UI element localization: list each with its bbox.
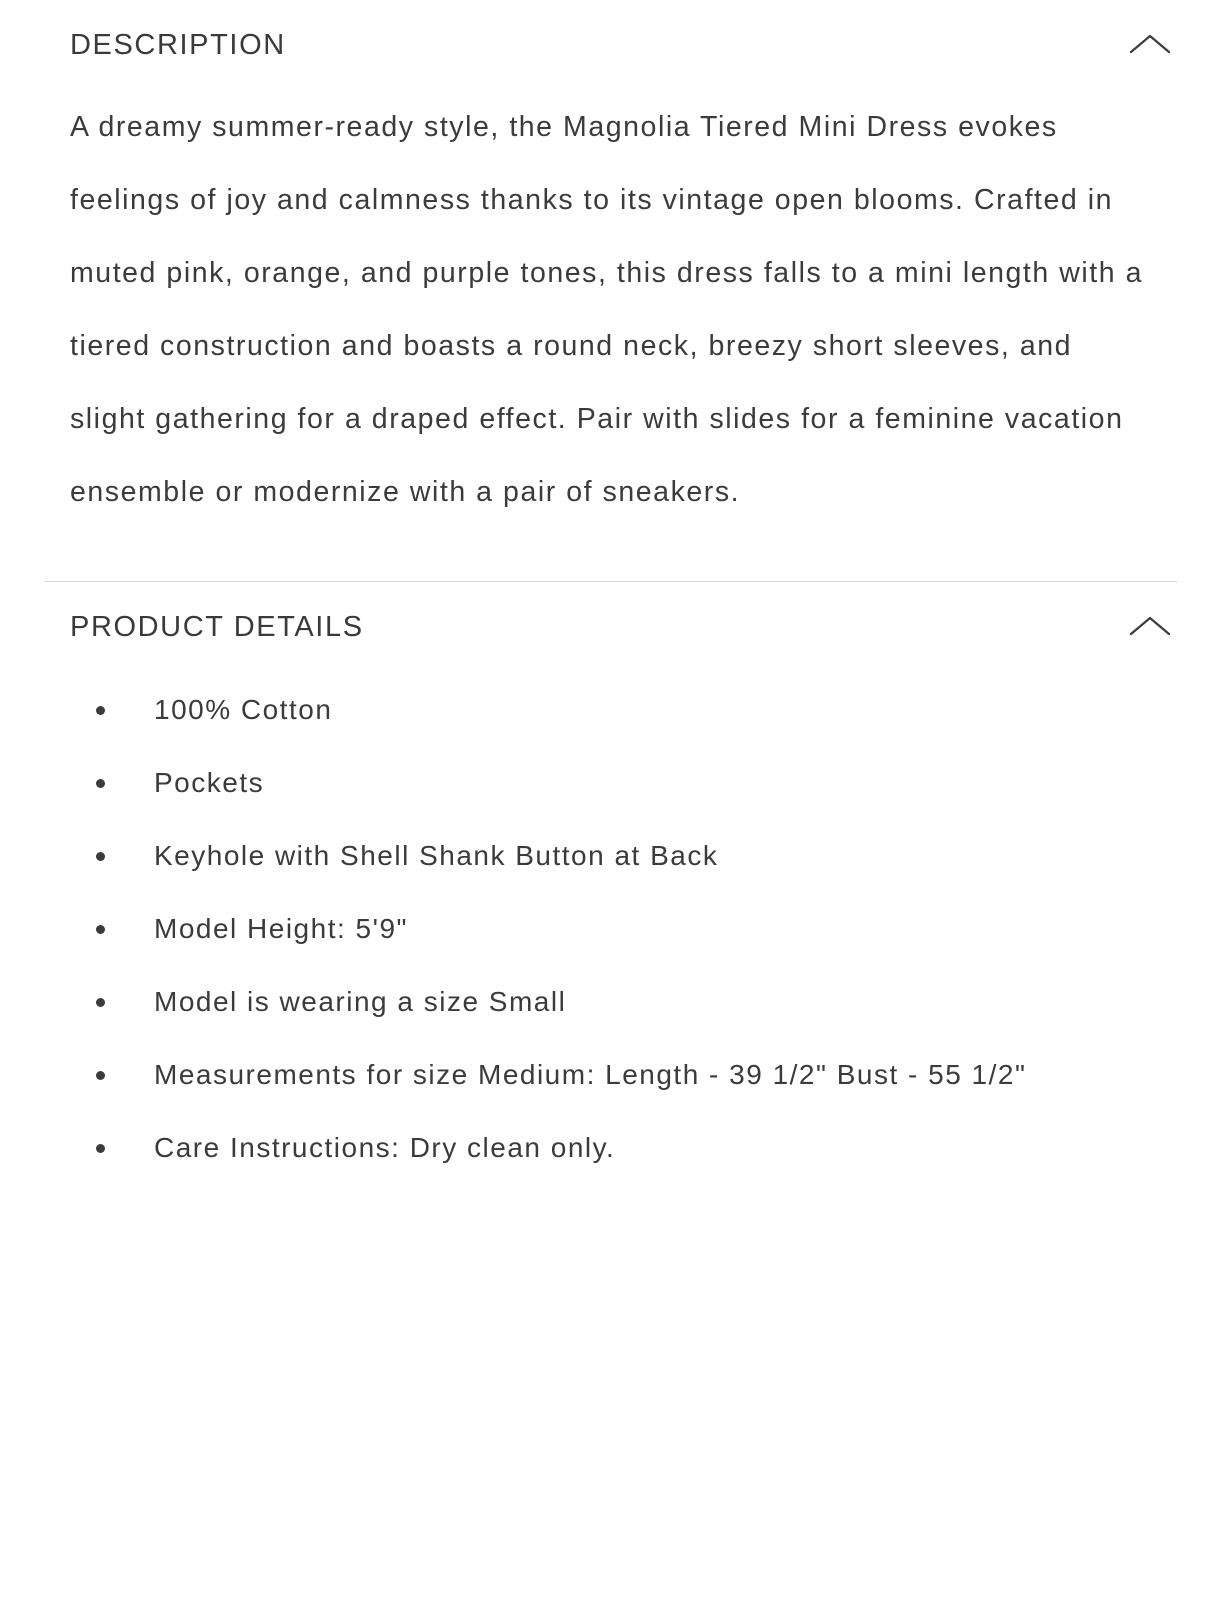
section-header-description[interactable]: [44, 0, 1177, 69]
list-item: 100% Cotton: [70, 673, 1151, 746]
section-description: [44, 0, 1177, 529]
product-details-title: PRODUCT DETAILS: [70, 610, 364, 643]
list-item: Pockets: [70, 746, 1151, 819]
chevron-up-icon[interactable]: [1127, 612, 1173, 642]
page-title: DESCRIPTION: [70, 29, 286, 61]
section-body-description: [44, 69, 1177, 529]
chevron-up-icon[interactable]: [1127, 30, 1173, 60]
section-header-product-details[interactable]: [44, 582, 1177, 651]
section-body-product-details: [44, 651, 1177, 1184]
list-item: Measurements for size Medium: Length - 39 1/2" Bust - 55 1/2": [70, 1038, 1151, 1111]
list-item: Model is wearing a size Small: [70, 965, 1151, 1038]
section-product-details: [44, 582, 1177, 1184]
list-item: Keyhole with Shell Shank Button at Back: [70, 819, 1151, 892]
list-item: Care Instructions: Dry clean only.: [70, 1111, 1151, 1184]
product-details-list: [70, 659, 1151, 1184]
description-paragraph: A dreamy summer-ready style, the Magnolia Tiered Mini Dress evokes feelings of joy and calmness thanks to its vintage open blooms. Crafted in muted pink, orange, and purple tones, this dress falls to a mini length with a tiered construction and boasts a round neck, breezy short sleeves, and slight gathering for a draped effect. Pair with slides for a feminine vacation ensemble or modernize with a pair of sneakers.: [70, 110, 1144, 508]
list-item: Model Height: 5'9": [70, 892, 1151, 965]
